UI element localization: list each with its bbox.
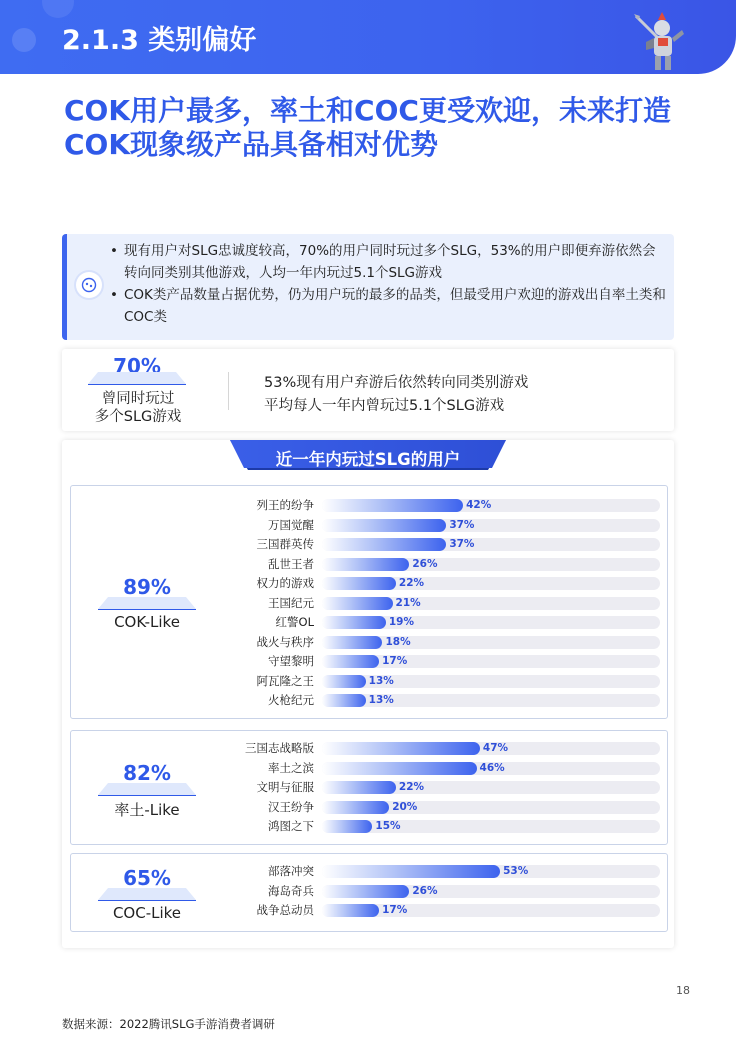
bar-row <box>0 799 736 815</box>
bar-row <box>0 883 736 899</box>
bar-value-label: 17% <box>382 904 408 916</box>
bar <box>322 762 477 775</box>
bar-row <box>0 575 736 591</box>
bar-row <box>0 634 736 650</box>
summary-list <box>110 240 666 328</box>
headline-line-2: COK现象级产品具备相对优势 <box>64 128 439 161</box>
bar-value-label: 22% <box>398 577 425 589</box>
bar <box>322 538 446 551</box>
stat-line-1: 53%现有用户弃游后依然转向同类别游戏 <box>264 375 529 391</box>
bar-row <box>0 692 736 708</box>
pedestal-underline <box>98 900 196 901</box>
stat-line-2: 平均每人一年内曾玩过5.1个SLG游戏 <box>264 398 505 414</box>
bar-row <box>0 595 736 611</box>
bar-category-label: 部落冲突 <box>268 864 314 878</box>
bar-category-label: 海岛奇兵 <box>268 883 314 898</box>
chart-title: 近一年内玩过SLG的用户 <box>275 450 461 469</box>
bar-category-label: 火枪纪元 <box>268 693 314 707</box>
bar-value-label: 19% <box>388 616 414 628</box>
stat-label <box>80 390 196 426</box>
headline-line-1: COK用户最多，率土和COC更受欢迎，未来打造 <box>64 94 671 127</box>
page-headline <box>64 94 684 162</box>
bar-category-label: 战争总动员 <box>256 903 314 917</box>
bar-value-label: 37% <box>449 518 475 531</box>
bar <box>322 499 463 512</box>
bar-value-label: 13% <box>368 694 394 706</box>
bar-category-label: 三国群英传 <box>256 537 314 551</box>
bar-row <box>0 517 736 533</box>
bar <box>322 694 366 707</box>
bar-category-label: 汉王纷争 <box>268 799 314 814</box>
bar-row <box>0 818 736 834</box>
bar <box>322 742 480 755</box>
bar-row <box>0 740 736 756</box>
bar-category-label: 文明与征服 <box>256 780 314 794</box>
stat-label-line-2: 多个SLG游戏 <box>94 409 182 425</box>
bar-category-label: 万国觉醒 <box>268 517 314 532</box>
bar-row <box>0 556 736 572</box>
bar <box>322 885 409 898</box>
summary-box <box>62 234 674 340</box>
stat-divider <box>228 372 229 410</box>
bar <box>322 820 372 833</box>
chart-title-banner <box>230 440 506 474</box>
knight-mascot-icon <box>628 8 688 74</box>
bar <box>322 655 379 668</box>
bar <box>322 801 389 814</box>
summary-item: • 现有用户对SLG忠诚度较高，70%的用户同时玩过多个SLG，53%的用户即便弃游依然会转向同类别其他游戏，人均一年内玩过5.1个SLG游戏 <box>110 240 666 284</box>
stat-description <box>264 372 528 418</box>
data-source: 数据来源：2022腾讯SLG手游消费者调研 <box>62 1017 275 1031</box>
bar-category-label: 红警OL <box>275 615 314 629</box>
bar-value-label: 26% <box>412 557 438 570</box>
bar <box>322 616 386 629</box>
bar-value-label: 18% <box>385 635 411 648</box>
bar <box>322 577 396 590</box>
bar-category-label: 战火与秩序 <box>256 634 314 649</box>
bar <box>322 558 409 571</box>
bar-row <box>0 902 736 918</box>
group-name: COC-Like <box>112 903 182 922</box>
bar <box>322 904 379 917</box>
bar-row <box>0 863 736 879</box>
bar-row <box>0 497 736 513</box>
pedestal-underline <box>88 384 186 385</box>
bar-category-label: 阿瓦隆之王 <box>256 673 314 688</box>
bar-value-label: 13% <box>368 674 394 687</box>
group-percentage: 65% <box>123 865 171 890</box>
bar-value-label: 46% <box>479 761 505 774</box>
bar-row <box>0 653 736 669</box>
bar <box>322 597 393 610</box>
bar-row <box>0 536 736 552</box>
bar-category-label: 率土之滨 <box>268 760 314 775</box>
group-name: COK-Like <box>114 613 180 631</box>
insight-icon <box>76 272 102 298</box>
bar-value-label: 37% <box>449 538 475 550</box>
bar-value-label: 15% <box>375 820 401 832</box>
bar-value-label: 21% <box>395 596 421 609</box>
summary-item: • COK类产品数量占据优势，仍为用户玩的最多的品类，但最受用户欢迎的游戏出自率土类和COC类 <box>110 284 666 328</box>
bar <box>322 519 446 532</box>
page-header <box>0 0 736 76</box>
bar <box>322 675 366 688</box>
stat-label-line-1: 曾同时玩过 <box>101 391 175 407</box>
stat-percentage: 70% <box>113 354 161 378</box>
bar-value-label: 47% <box>482 742 509 754</box>
section-title: 2.1.3 类别偏好 <box>62 25 257 56</box>
bar <box>322 865 500 878</box>
bar-row <box>0 779 736 795</box>
bar-category-label: 守望黎明 <box>268 654 314 668</box>
bar <box>322 636 382 649</box>
group-percentage: 89% <box>123 575 171 599</box>
summary-accent-bar <box>62 234 67 340</box>
bar-category-label: 列王的纷争 <box>256 498 314 512</box>
bar-value-label: 20% <box>392 800 418 813</box>
group-name: 率土-Like <box>114 800 180 819</box>
bar-category-label: 鸿图之下 <box>268 819 314 833</box>
bar-category-label: 三国志战略版 <box>245 741 314 755</box>
bar-category-label: 乱世王者 <box>268 556 314 571</box>
bar-value-label: 42% <box>466 499 492 511</box>
percentage-pedestal <box>88 372 186 384</box>
bar-row <box>0 673 736 689</box>
bar-category-label: 权力的游戏 <box>256 576 314 590</box>
bar-row <box>0 614 736 630</box>
bar-track <box>322 820 660 833</box>
page-number: 18 <box>676 984 690 997</box>
bar <box>322 781 396 794</box>
bar-value-label: 17% <box>382 655 408 667</box>
bar-row <box>0 760 736 776</box>
group-percentage: 82% <box>123 760 171 785</box>
bar-value-label: 22% <box>398 781 425 793</box>
bar-category-label: 王国纪元 <box>268 595 314 610</box>
bar-value-label: 53% <box>503 865 529 877</box>
bar-value-label: 26% <box>412 884 438 897</box>
